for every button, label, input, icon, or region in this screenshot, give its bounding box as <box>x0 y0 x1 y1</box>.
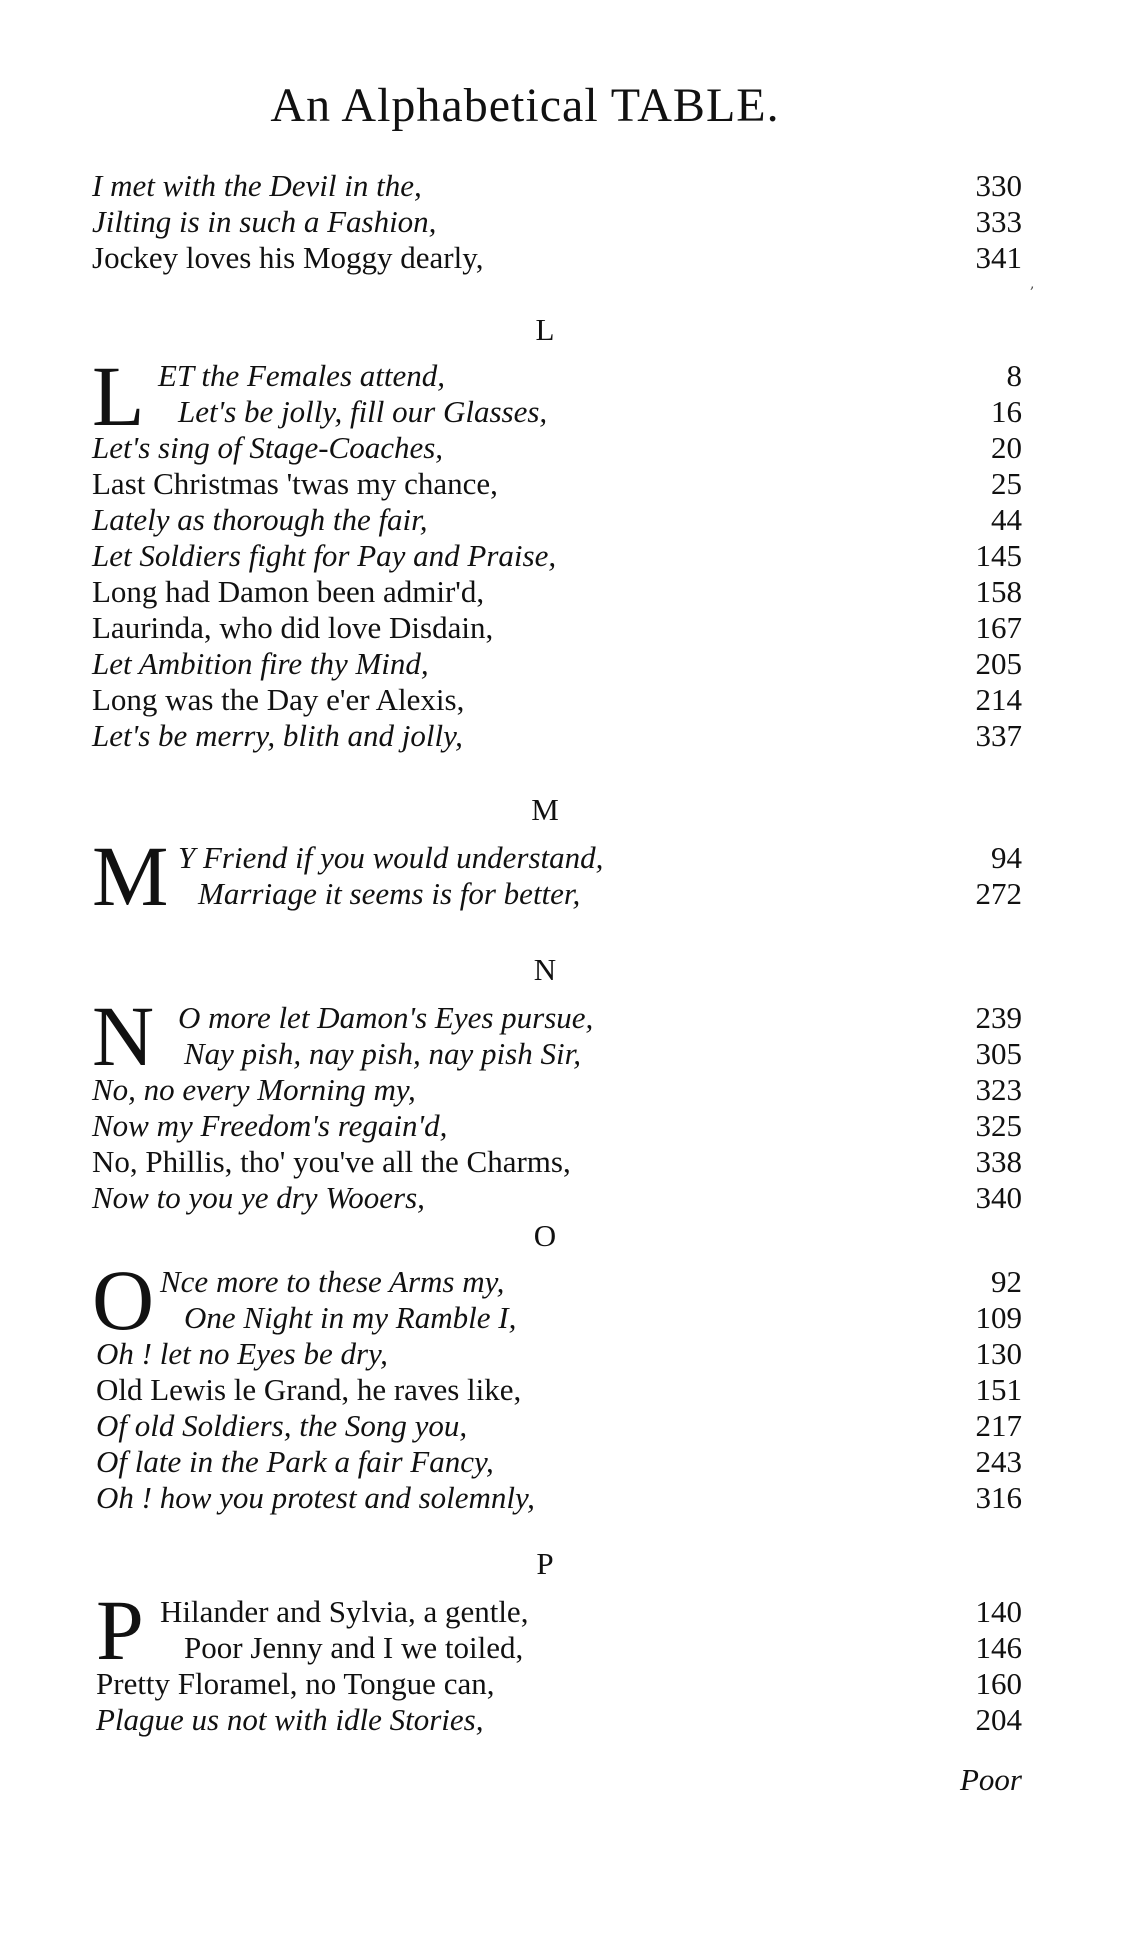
drop-cap-m: M <box>92 828 169 924</box>
index-entry <box>198 876 1022 912</box>
entry-page-number: 167 <box>975 610 1022 645</box>
index-entry <box>96 1702 1022 1738</box>
entry-text: No, Phillis, tho' you've all the Charms, <box>92 1144 571 1179</box>
index-entry <box>96 1372 1022 1408</box>
entry-page-number: 325 <box>975 1108 1022 1143</box>
entry-page-number: 92 <box>991 1264 1022 1299</box>
entry-page-number: 239 <box>975 1000 1022 1035</box>
entry-page-number: 145 <box>975 538 1022 573</box>
section-letter-p: P <box>536 1546 554 1581</box>
index-entry <box>92 430 1022 466</box>
index-entry <box>92 610 1022 646</box>
entry-page-number: 158 <box>975 574 1022 609</box>
entry-text: Pretty Floramel, no Tongue can, <box>96 1666 495 1701</box>
index-entry <box>178 840 1022 876</box>
entry-text: One Night in my Ramble I, <box>184 1300 517 1335</box>
index-entry <box>92 168 1022 204</box>
index-entry <box>184 1300 1022 1336</box>
page-title: An Alphabetical TABLE. <box>270 79 780 132</box>
entry-page-number: 151 <box>975 1372 1022 1407</box>
entry-page-number: 214 <box>975 682 1022 717</box>
index-entry <box>92 1108 1022 1144</box>
entry-page-number: 333 <box>975 204 1022 239</box>
entry-text: Now to you ye dry Wooers, <box>92 1180 425 1215</box>
entry-text: Of late in the Park a fair Fancy, <box>96 1444 494 1479</box>
entry-text: Of old Soldiers, the Song you, <box>96 1408 468 1443</box>
entry-page-number: 20 <box>991 430 1022 465</box>
entry-page-number: 146 <box>975 1630 1022 1665</box>
index-entry <box>92 682 1022 718</box>
index-entry <box>96 1444 1022 1480</box>
entry-page-number: 272 <box>975 876 1022 911</box>
entry-page-number: 330 <box>975 168 1022 203</box>
index-entry <box>184 1630 1022 1666</box>
entry-text: Jockey loves his Moggy dearly, <box>92 240 484 275</box>
index-entry <box>96 1408 1022 1444</box>
drop-cap-n: N <box>92 988 155 1084</box>
index-entry <box>92 718 1022 754</box>
entry-text: ET the Females attend, <box>158 358 445 393</box>
entry-text: Lately as thorough the fair, <box>92 502 428 537</box>
entry-page-number: 109 <box>975 1300 1022 1335</box>
entry-page-number: 204 <box>975 1702 1022 1737</box>
entry-text: Oh ! let no Eyes be dry, <box>96 1336 388 1371</box>
index-entry <box>158 358 1022 394</box>
entry-page-number: 44 <box>991 502 1022 537</box>
entry-page-number: 130 <box>975 1336 1022 1371</box>
index-entry <box>96 1336 1022 1372</box>
index-entry <box>178 1000 1022 1036</box>
entry-text: Laurinda, who did love Disdain, <box>92 610 494 645</box>
entry-text: Oh ! how you protest and solemnly, <box>96 1480 535 1515</box>
section-letter-n: N <box>533 952 557 987</box>
index-entry <box>92 538 1022 574</box>
index-entry <box>92 1072 1022 1108</box>
index-entry <box>92 646 1022 682</box>
section-letter-l: L <box>535 312 555 347</box>
entry-page-number: 16 <box>991 394 1022 429</box>
index-entry <box>92 1180 1022 1216</box>
entry-text: Long had Damon been admir'd, <box>92 574 485 609</box>
index-entry <box>92 574 1022 610</box>
entry-page-number: 205 <box>975 646 1022 681</box>
entry-page-number: 337 <box>975 718 1022 753</box>
index-entry <box>92 502 1022 538</box>
stray-mark: , <box>1030 276 1035 292</box>
entry-text: Long was the Day e'er Alexis, <box>92 682 465 717</box>
entry-page-number: 243 <box>975 1444 1022 1479</box>
entry-text: Last Christmas 'twas my chance, <box>92 466 498 501</box>
entry-text: Let Soldiers fight for Pay and Praise, <box>92 538 557 573</box>
section-letter-o: O <box>533 1218 557 1253</box>
entry-text: I met with the Devil in the, <box>92 168 422 203</box>
entry-page-number: 341 <box>975 240 1022 275</box>
entry-page-number: 340 <box>975 1180 1022 1215</box>
index-entry <box>92 1144 1022 1180</box>
catchword: Poor <box>960 1762 1022 1797</box>
drop-cap-p: P <box>96 1582 144 1678</box>
index-entry <box>92 240 1022 276</box>
entry-text: O more let Damon's Eyes pursue, <box>178 1000 594 1035</box>
entry-text: Jilting is in such a Fashion, <box>92 204 437 239</box>
entry-text: Let's be merry, blith and jolly, <box>92 718 463 753</box>
index-entry <box>96 1666 1022 1702</box>
index-entry <box>92 466 1022 502</box>
entry-text: No, no every Morning my, <box>92 1072 416 1107</box>
drop-cap-l: L <box>92 348 145 444</box>
entry-text: Let's be jolly, fill our Glasses, <box>178 394 548 429</box>
index-entry <box>184 1036 1022 1072</box>
entry-text: Y Friend if you would understand, <box>178 840 604 875</box>
entry-text: Old Lewis le Grand, he raves like, <box>96 1372 522 1407</box>
entry-page-number: 323 <box>975 1072 1022 1107</box>
drop-cap-o: O <box>92 1252 155 1348</box>
index-entry <box>96 1480 1022 1516</box>
index-entry <box>178 394 1022 430</box>
entry-page-number: 94 <box>991 840 1022 875</box>
entry-page-number: 316 <box>975 1480 1022 1515</box>
entry-text: Now my Freedom's regain'd, <box>92 1108 448 1143</box>
entry-page-number: 140 <box>975 1594 1022 1629</box>
entry-text: Poor Jenny and I we toiled, <box>184 1630 524 1665</box>
entry-page-number: 160 <box>975 1666 1022 1701</box>
index-entry <box>160 1594 1022 1630</box>
entry-page-number: 217 <box>975 1408 1022 1443</box>
index-entry <box>92 204 1022 240</box>
entry-text: Let's sing of Stage-Coaches, <box>92 430 444 465</box>
section-letter-m: M <box>531 792 559 827</box>
entry-page-number: 25 <box>991 466 1022 501</box>
entry-text: Plague us not with idle Stories, <box>96 1702 484 1737</box>
entry-text: Let Ambition fire thy Mind, <box>92 646 429 681</box>
entry-page-number: 305 <box>975 1036 1022 1071</box>
entry-page-number: 8 <box>1006 358 1022 393</box>
index-entry <box>160 1264 1022 1300</box>
entry-text: Nay pish, nay pish, nay pish Sir, <box>184 1036 581 1071</box>
entry-text: Marriage it seems is for better, <box>198 876 581 911</box>
entry-page-number: 338 <box>975 1144 1022 1179</box>
entry-text: Hilander and Sylvia, a gentle, <box>160 1594 529 1629</box>
entry-text: Nce more to these Arms my, <box>160 1264 505 1299</box>
